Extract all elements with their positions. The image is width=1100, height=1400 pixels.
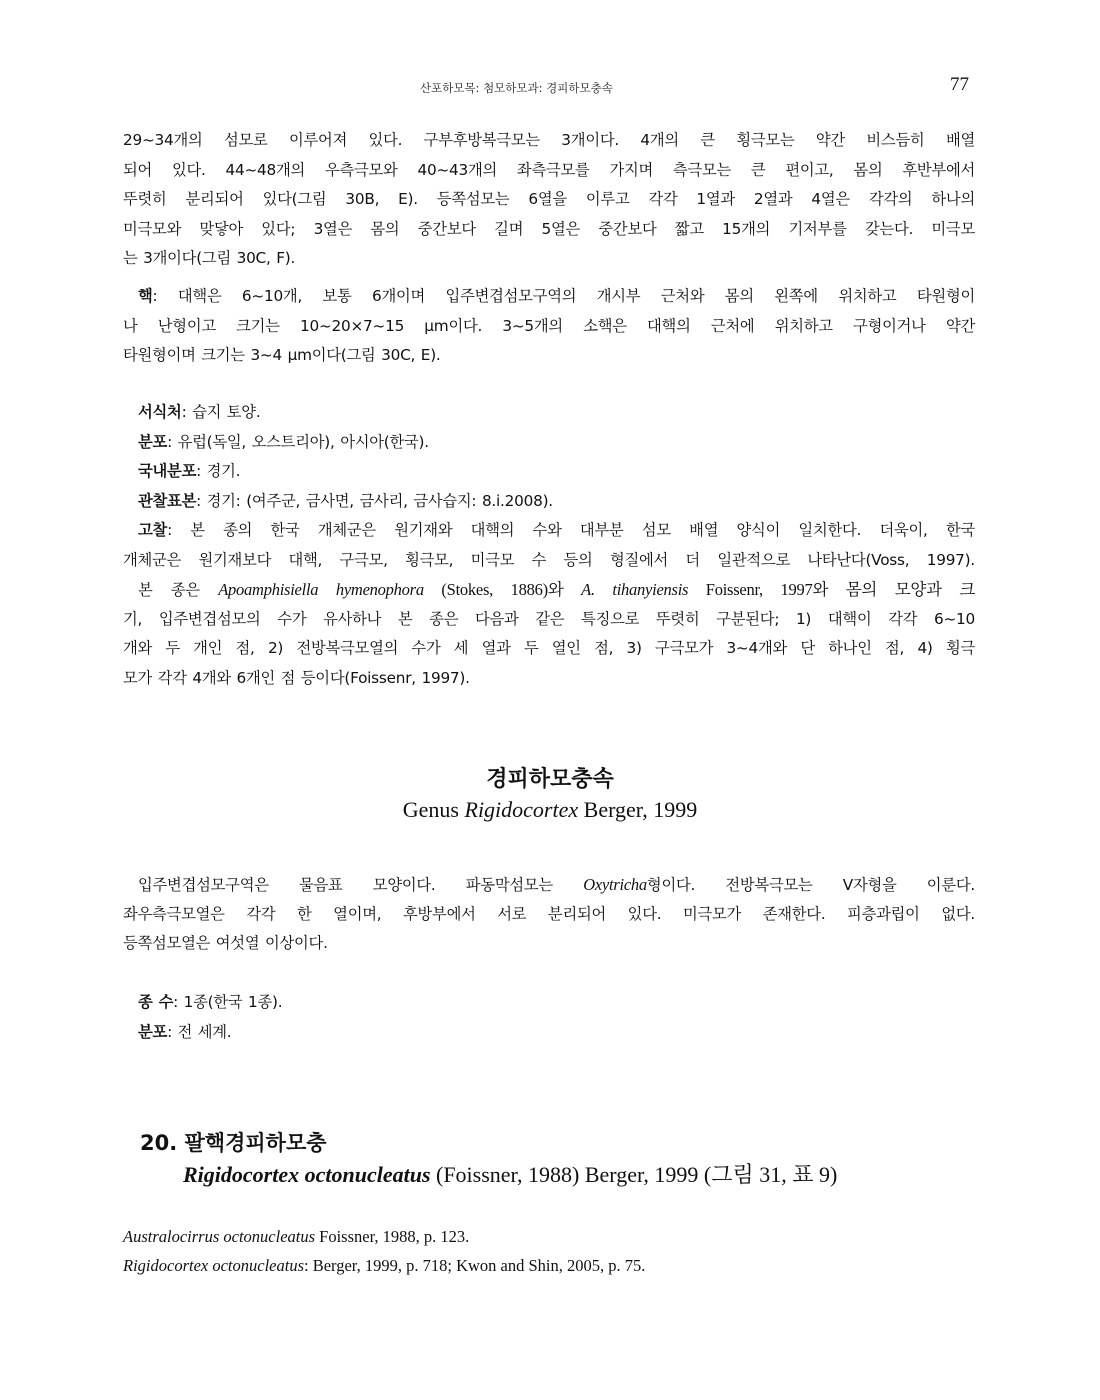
text-line: 되어 있다. 44~48개의 우측극모와 40~43개의 좌측극모를 가지며 측극모는 큰 편이고, 몸의 후반부에서 — [123, 160, 975, 179]
text-line: 고찰: 본 종의 한국 개체군은 원기재와 대핵의 수와 대부분 섬모 배열 양식이 일치한다. 더욱이, 한국 — [138, 521, 975, 539]
synonym-item: Australocirrus octonucleatus Foissner, 1988, p. 123. — [123, 1227, 470, 1246]
species-name: A. tihanyiensis — [581, 580, 689, 599]
text-line: 핵: 대핵은 6~10개, 보통 6개이며 입주변겹섬모구역의 개시부 근처와 몸의 왼쪽에 위치하고 타원형이 — [138, 287, 975, 305]
field-habitat: 서식처: 습지 토양. — [138, 403, 261, 421]
species-korean-name: 팔핵경피하모충 — [184, 1131, 327, 1155]
species-heading — [140, 1128, 980, 1192]
text-line: 개와 두 개인 점, 2) 전방복극모열의 수가 세 열과 두 열인 점, 3) 구극모가 3~4개와 단 하나인 점, 4) 횡극 — [123, 639, 975, 657]
field-species-count: 종 수: 1종(한국 1종). — [138, 993, 283, 1011]
remarks-paragraph — [123, 516, 975, 693]
field-specimens: 관찰표본: 경기: (여주군, 금사면, 금사리, 금사습지: 8.i.2008). — [138, 491, 553, 510]
species-latin-name: Rigidocortex octonucleatus — [183, 1162, 431, 1187]
text-line: 29~34개의 섬모로 이루어져 있다. 구부후방복극모는 3개이다. 4개의 큰 횡극모는 약간 비스듬히 배열 — [123, 131, 975, 149]
genus-korean-name: 경피하모충속 — [486, 767, 614, 792]
remarks-label: 고찰 — [138, 521, 168, 539]
description-continued — [123, 126, 975, 274]
synonym-list — [123, 1222, 645, 1280]
nucleus-paragraph — [123, 282, 975, 371]
nucleus-label: 핵 — [138, 287, 153, 305]
field-domestic-distribution: 국내분포: 경기. — [138, 462, 241, 480]
text-line: 뚜렷히 분리되어 있다(그림 30B, E). 등쪽섬모는 6열을 이루고 각각 1열과 2열과 4열은 각각의 하나의 — [123, 190, 975, 208]
text-line: 본 종은 Apoamphisiella hymenophora (Stokes, 1886)와 A. tihanyiensis Foissenr, 1997와 몸의 모양과 크 — [138, 580, 976, 599]
text-line: 는 3개이다(그림 30C, F). — [123, 249, 296, 267]
text-line: 개체군은 원기재보다 대핵, 구극모, 횡극모, 미극모 수 등의 형질에서 더 일관적으로 나타난다(Voss, 1997). — [123, 550, 975, 569]
text-line: 입주변겹섬모구역은 물음표 모양이다. 파동막섬모는 Oxytricha형이다. 전방복극모는 V자형을 이룬다. — [138, 875, 975, 894]
field-distribution: 분포: 유럽(독일, 오스트리아), 아시아(한국). — [138, 432, 429, 451]
genus-latin-name: Rigidocortex — [464, 797, 579, 822]
running-title: 산포하모목: 첨모하모과: 경피하모충속 — [420, 81, 613, 95]
text-line: 모가 각각 4개와 6개인 점 등이다(Foissenr, 1997). — [123, 668, 470, 687]
page-number: 77 — [950, 74, 969, 95]
species-latin-line: Rigidocortex octonucleatus (Foissner, 1988) Berger, 1999 (그림 31, 표 9) — [183, 1162, 838, 1187]
text-line: 나 난형이고 크기는 10~20×7~15 μm이다. 3~5개의 소핵은 대핵의 근처에 위치하고 구형이거나 약간 — [123, 316, 975, 335]
text-line: 등쪽섬모열은 여섯열 이상이다. — [123, 934, 328, 952]
field-distribution: 분포: 전 세계. — [138, 1022, 232, 1041]
genus-latin-line: Genus Rigidocortex Berger, 1999 — [402, 797, 698, 822]
genus-diagnosis — [123, 870, 975, 959]
text-line: 미극모와 맞닿아 있다; 3열은 몸의 중간보다 길며 5열은 중간보다 짧고 15개의 기저부를 갖는다. 미극모 — [123, 219, 975, 238]
running-header — [0, 76, 1100, 100]
species-name: Apoamphisiella hymenophora — [218, 580, 424, 599]
text-line: 타원형이며 크기는 3~4 μm이다(그림 30C, E). — [123, 346, 441, 364]
text-line: 좌우측극모열은 각각 한 열이며, 후방부에서 서로 분리되어 있다. 미극모가 존재한다. 피층과립이 없다. — [123, 904, 975, 923]
text-line: 기, 입주변겹섬모의 수가 유사하나 본 종은 다음과 같은 특징으로 뚜렷히 구분된다; 1) 대핵이 각각 6~10 — [123, 609, 975, 628]
species-number-line: 20. 팔핵경피하모충 — [140, 1131, 327, 1155]
genus-heading — [0, 765, 1100, 825]
synonym-item: Rigidocortex octonucleatus: Berger, 1999, p. 718; Kwon and Shin, 2005, p. 75. — [123, 1256, 646, 1275]
species-fields — [123, 398, 975, 516]
genus-fields — [123, 988, 975, 1047]
